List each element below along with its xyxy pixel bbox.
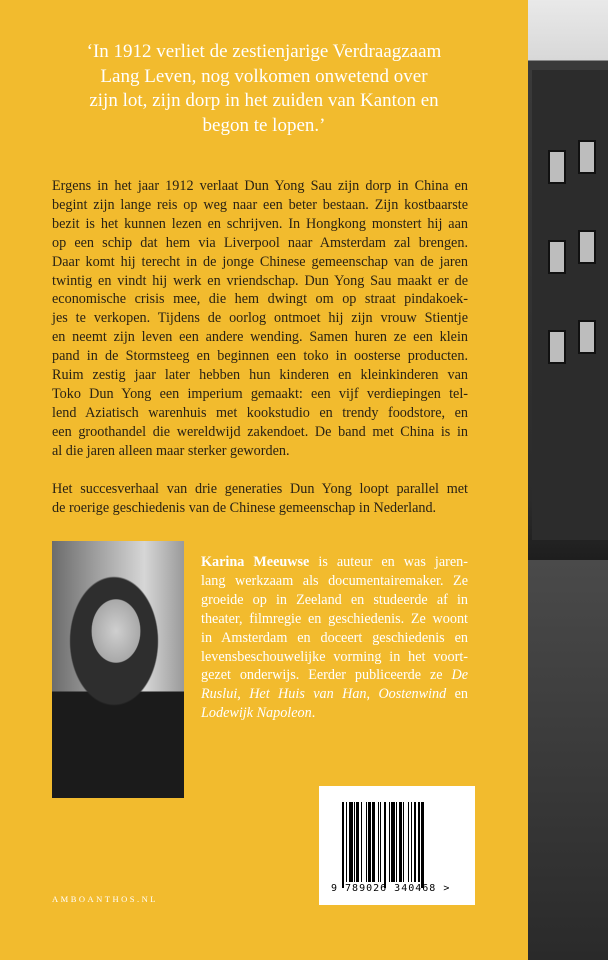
blurb-line: lend Aziatisch warenhuis met kookstudio en trendy foodstore, en [52, 404, 468, 421]
blurb [52, 177, 468, 517]
bio-text: gezet onderwijs. Eerder publiceerde ze [201, 667, 452, 684]
barcode-bars [342, 802, 454, 882]
bio-line [201, 648, 468, 667]
blurb-line: een groothandel die wereldwijd zakendoet. De band met China is in [52, 423, 468, 440]
author-bio [201, 553, 468, 723]
bio-text: levensbeschouwelijke vorming in het voort- [201, 648, 468, 665]
author-name: Karina Meeuwse [201, 554, 310, 570]
book-title: Het Huis van Han [249, 686, 367, 703]
bio-text: en [446, 686, 468, 703]
bio-line [201, 610, 468, 629]
blurb-line: twintig en vindt hij werk en vriendschap. Dun Yong Sau maakt er de [52, 272, 468, 289]
book-title: Lodewijk Napoleon [201, 705, 312, 722]
street-photo-strip [528, 0, 608, 960]
blurb-line: de roerige geschiedenis van de Chinese gemeenschap in Nederland. [52, 499, 437, 516]
blurb-line: Ergens in het jaar 1912 verlaat Dun Yong Sau zijn dorp in China en [52, 178, 468, 194]
blurb-line: begint zijn lange reis op weg naar een beter bestaan. Zijn kostbaarste [52, 196, 468, 213]
quote-line: zijn lot, zijn dorp in het zuiden van Kanton en [89, 90, 439, 111]
blurb-line: Ruim zestig jaar later hebben hun kinderen en kleinkinderen van [52, 367, 468, 384]
bio-line [201, 704, 468, 723]
blurb-line: bezit is het kunnen lezen en schrijven. In Hongkong monstert hij aan [52, 215, 468, 232]
bio-line [201, 572, 468, 591]
blurb-line: pand in de Stormsteeg en beginnen een toko in oosterse producten. [52, 348, 468, 365]
book-title: Ruslui [201, 686, 238, 703]
bio-line [201, 629, 468, 648]
bio-text: theater, filmregie en geschiedenis. Ze woont [201, 610, 468, 627]
book-title: De [451, 667, 468, 684]
blurb-paragraph-1 [52, 177, 468, 461]
bio-text: groeide op in Zeeland en studeerde af in [201, 591, 468, 608]
blurb-line: al die jaren alleen maar sterker geworden. [52, 442, 290, 459]
publisher-website: AMBOANTHOS.NL [52, 894, 158, 904]
quote-line: begon te lopen.’ [202, 114, 326, 136]
blurb-line: en neemt zijn leven een andere wending. Samen huren ze een klein [52, 329, 468, 346]
bio-text: in Amsterdam en doceert geschiedenis en [201, 629, 468, 646]
blurb-line: op een schip dat hem via Liverpool naar Amsterdam zal brengen. [52, 234, 468, 251]
barcode-bar [424, 802, 425, 888]
blurb-line: Daar komt hij terecht in de jonge Chinese gemeenschap van de jaren [52, 253, 468, 270]
author-photo [52, 541, 184, 798]
isbn-number: 9 789026 340468 > [331, 883, 451, 894]
bio-line [201, 591, 468, 610]
quote-line: Lang Leven, nog volkomen onwetend over [100, 65, 428, 87]
bio-line [201, 685, 468, 704]
quote-line: ‘In 1912 verliet de zestienjarige Verdraagzaam [86, 41, 442, 62]
blurb-line: Het succesverhaal van drie generaties Dun Yong loopt parallel met [52, 480, 468, 497]
pull-quote [40, 40, 488, 138]
bio-line [201, 666, 468, 685]
bio-text: lang werkzaam als documentairemaker. Ze [201, 572, 468, 589]
bio-line [201, 553, 468, 572]
bio-text: is auteur en was jaren- [309, 554, 468, 570]
blurb-line: Toko Dun Yong een imperium gemaakt: een vijf verdiepingen tel- [52, 385, 468, 402]
bio-text: , [237, 686, 250, 703]
book-title: Oostenwind [378, 686, 447, 703]
blurb-line: economische crisis mee, die hem dwingt om op straat pindakoek- [52, 291, 468, 308]
blurb-line: jes te verkopen. Tijdens de oorlog ontmoet hij zijn vrouw Stientje [52, 310, 468, 327]
barcode [319, 786, 475, 905]
blurb-paragraph-2 [52, 480, 468, 518]
bio-text: . [311, 705, 316, 722]
bio-text: , [366, 686, 379, 703]
